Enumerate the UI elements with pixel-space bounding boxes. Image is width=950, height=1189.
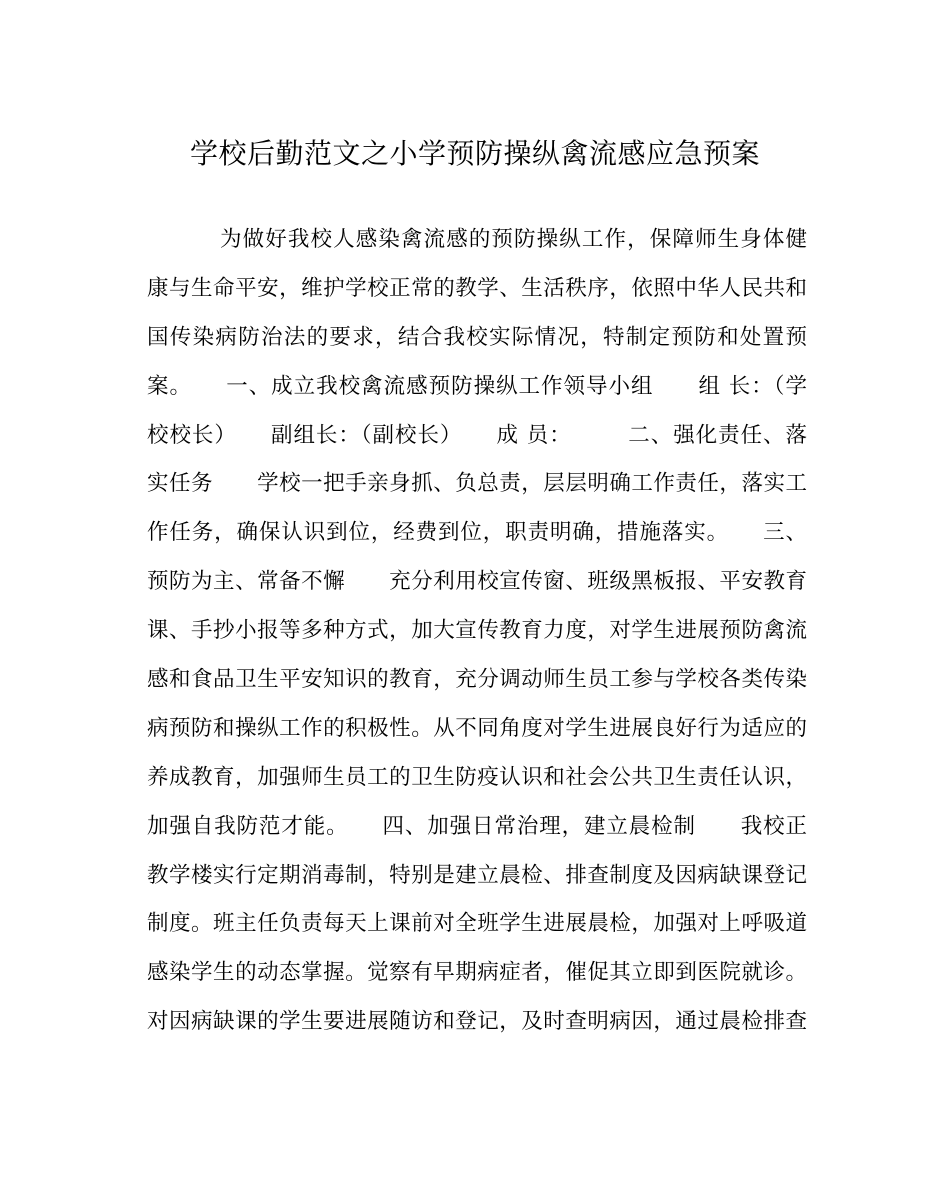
body-line: 国传染病防治法的要求，结合我校实际情况，特制定预防和处置预 [147, 324, 807, 350]
body-line: 对因病缺课的学生要进展随访和登记，及时查明病因，通过晨检排查 [147, 1009, 807, 1035]
body-line: 感染学生的动态掌握。觉察有早期病症者，催促其立即到医院就诊。 [147, 960, 807, 986]
body-line: 养成教育，加强师生员工的卫生防疫认识和社会公共卫生责任认识， [147, 764, 807, 790]
body-line: 预防为主、常备不懈 充分利用校宣传窗、班级黑板报、平安教育 [147, 569, 807, 595]
body-line: 感和食品卫生平安知识的教育，充分调动师生员工参与学校各类传染 [147, 667, 807, 693]
body-line: 制度。班主任负责每天上课前对全班学生进展晨检，加强对上呼吸道 [147, 911, 807, 937]
body-line: 实任务 学校一把手亲身抓、负总责，层层明确工作责任，落实工 [147, 471, 807, 497]
body-line: 课、手抄小报等多种方式，加大宣传教育力度，对学生进展预防禽流 [147, 618, 807, 644]
body-line: 为做好我校人感染禽流感的预防操纵工作，保障师生身体健 [220, 227, 807, 252]
body-line: 案。 一、成立我校禽流感预防操纵工作领导小组 组 长：（学 [147, 373, 807, 399]
body-line: 病预防和操纵工作的积极性。从不同角度对学生进展良好行为适应的 [147, 715, 807, 741]
document-body [147, 220, 807, 1051]
body-line: 作任务，确保认识到位，经费到位，职责明确，措施落实。 三、 [147, 520, 807, 546]
body-line: 校校长） 副组长：（副校长） 成 员： 二、强化责任、落 [147, 422, 807, 448]
page-title: 学校后勤范文之小学预防操纵禽流感应急预案 [189, 137, 760, 170]
body-line: 加强自我防范才能。 四、加强日常治理，建立晨检制 我校正 [147, 813, 807, 839]
body-line: 教学楼实行定期消毒制，特别是建立晨检、排查制度及因病缺课登记 [147, 862, 807, 888]
body-line: 康与生命平安，维护学校正常的教学、生活秩序，依照中华人民共和 [147, 275, 807, 301]
